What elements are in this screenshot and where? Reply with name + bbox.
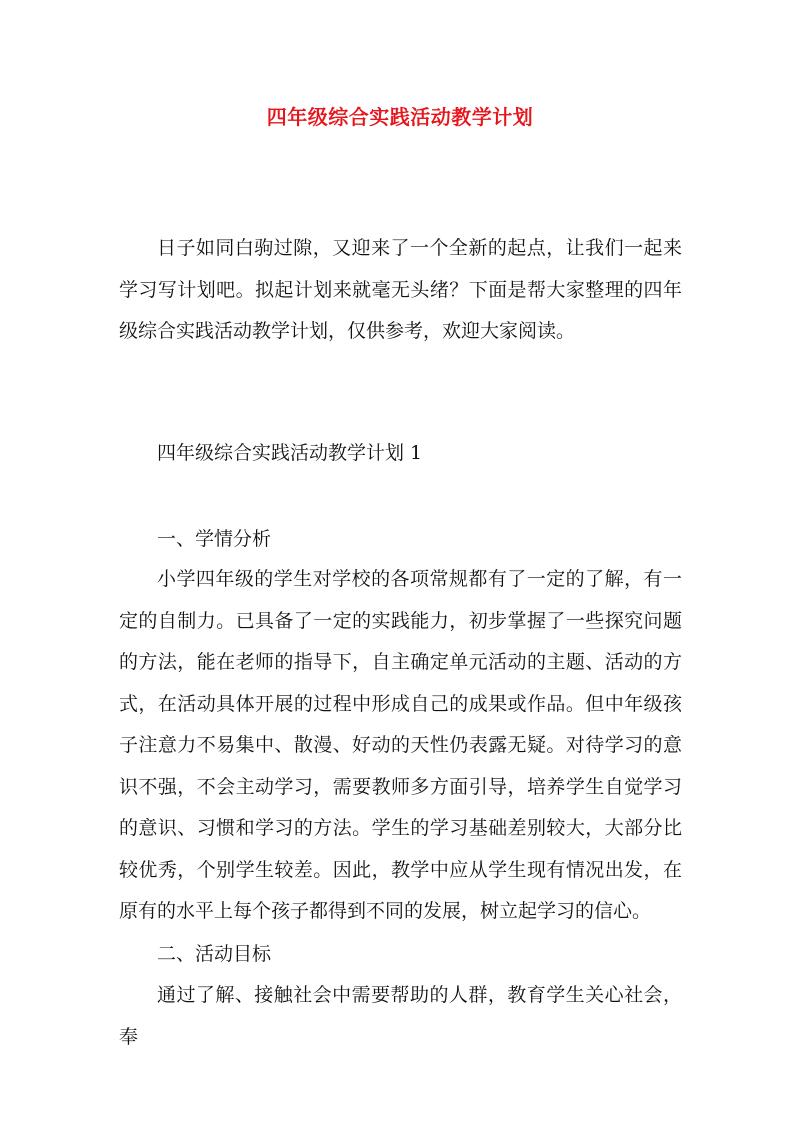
intro-paragraph: 日子如同白驹过隙，又迎来了一个全新的起点，让我们一起来学习写计划吧。拟起计划来就毫无头绪？下面是帮大家整理的四年级综合实践活动教学计划，仅供参考，欢迎大家阅读。 [119,237,682,342]
heading-activity-goals: 二、活动目标 [157,943,272,965]
paragraph-activity-goals: 通过了解、接触社会中需要帮助的人群，教育学生关心社会，奉 [119,984,682,1048]
paragraph-student-analysis: 小学四年级的学生对学校的各项常规都有了一定的了解，有一定的自制力。已具备了一定的实践能力，初步掌握了一些探究问题的方法，能在老师的指导下，自主确定单元活动的主题、活动的方式，在活动具体开展的过程中形成自己的成果或作品。但中年级孩子注意力不易集中、散漫、好动的天性仍表露无疑。对待学习的意识不强，不会主动学习，需要教师多方面引导，培养学生自觉学习的意识、习惯和学习的方法。学生的学习基础差别较大，大部分比较优秀，个别学生较差。因此，教学中应从学生现有情况出发，在原有的水平上每个孩子都得到不同的发展，树立起学习的信心。 [119,568,682,922]
section-title: 四年级综合实践活动教学计划 1 [157,442,423,464]
heading-student-analysis: 一、学情分析 [157,528,272,550]
document-title: 四年级综合实践活动教学计划 [266,105,534,129]
